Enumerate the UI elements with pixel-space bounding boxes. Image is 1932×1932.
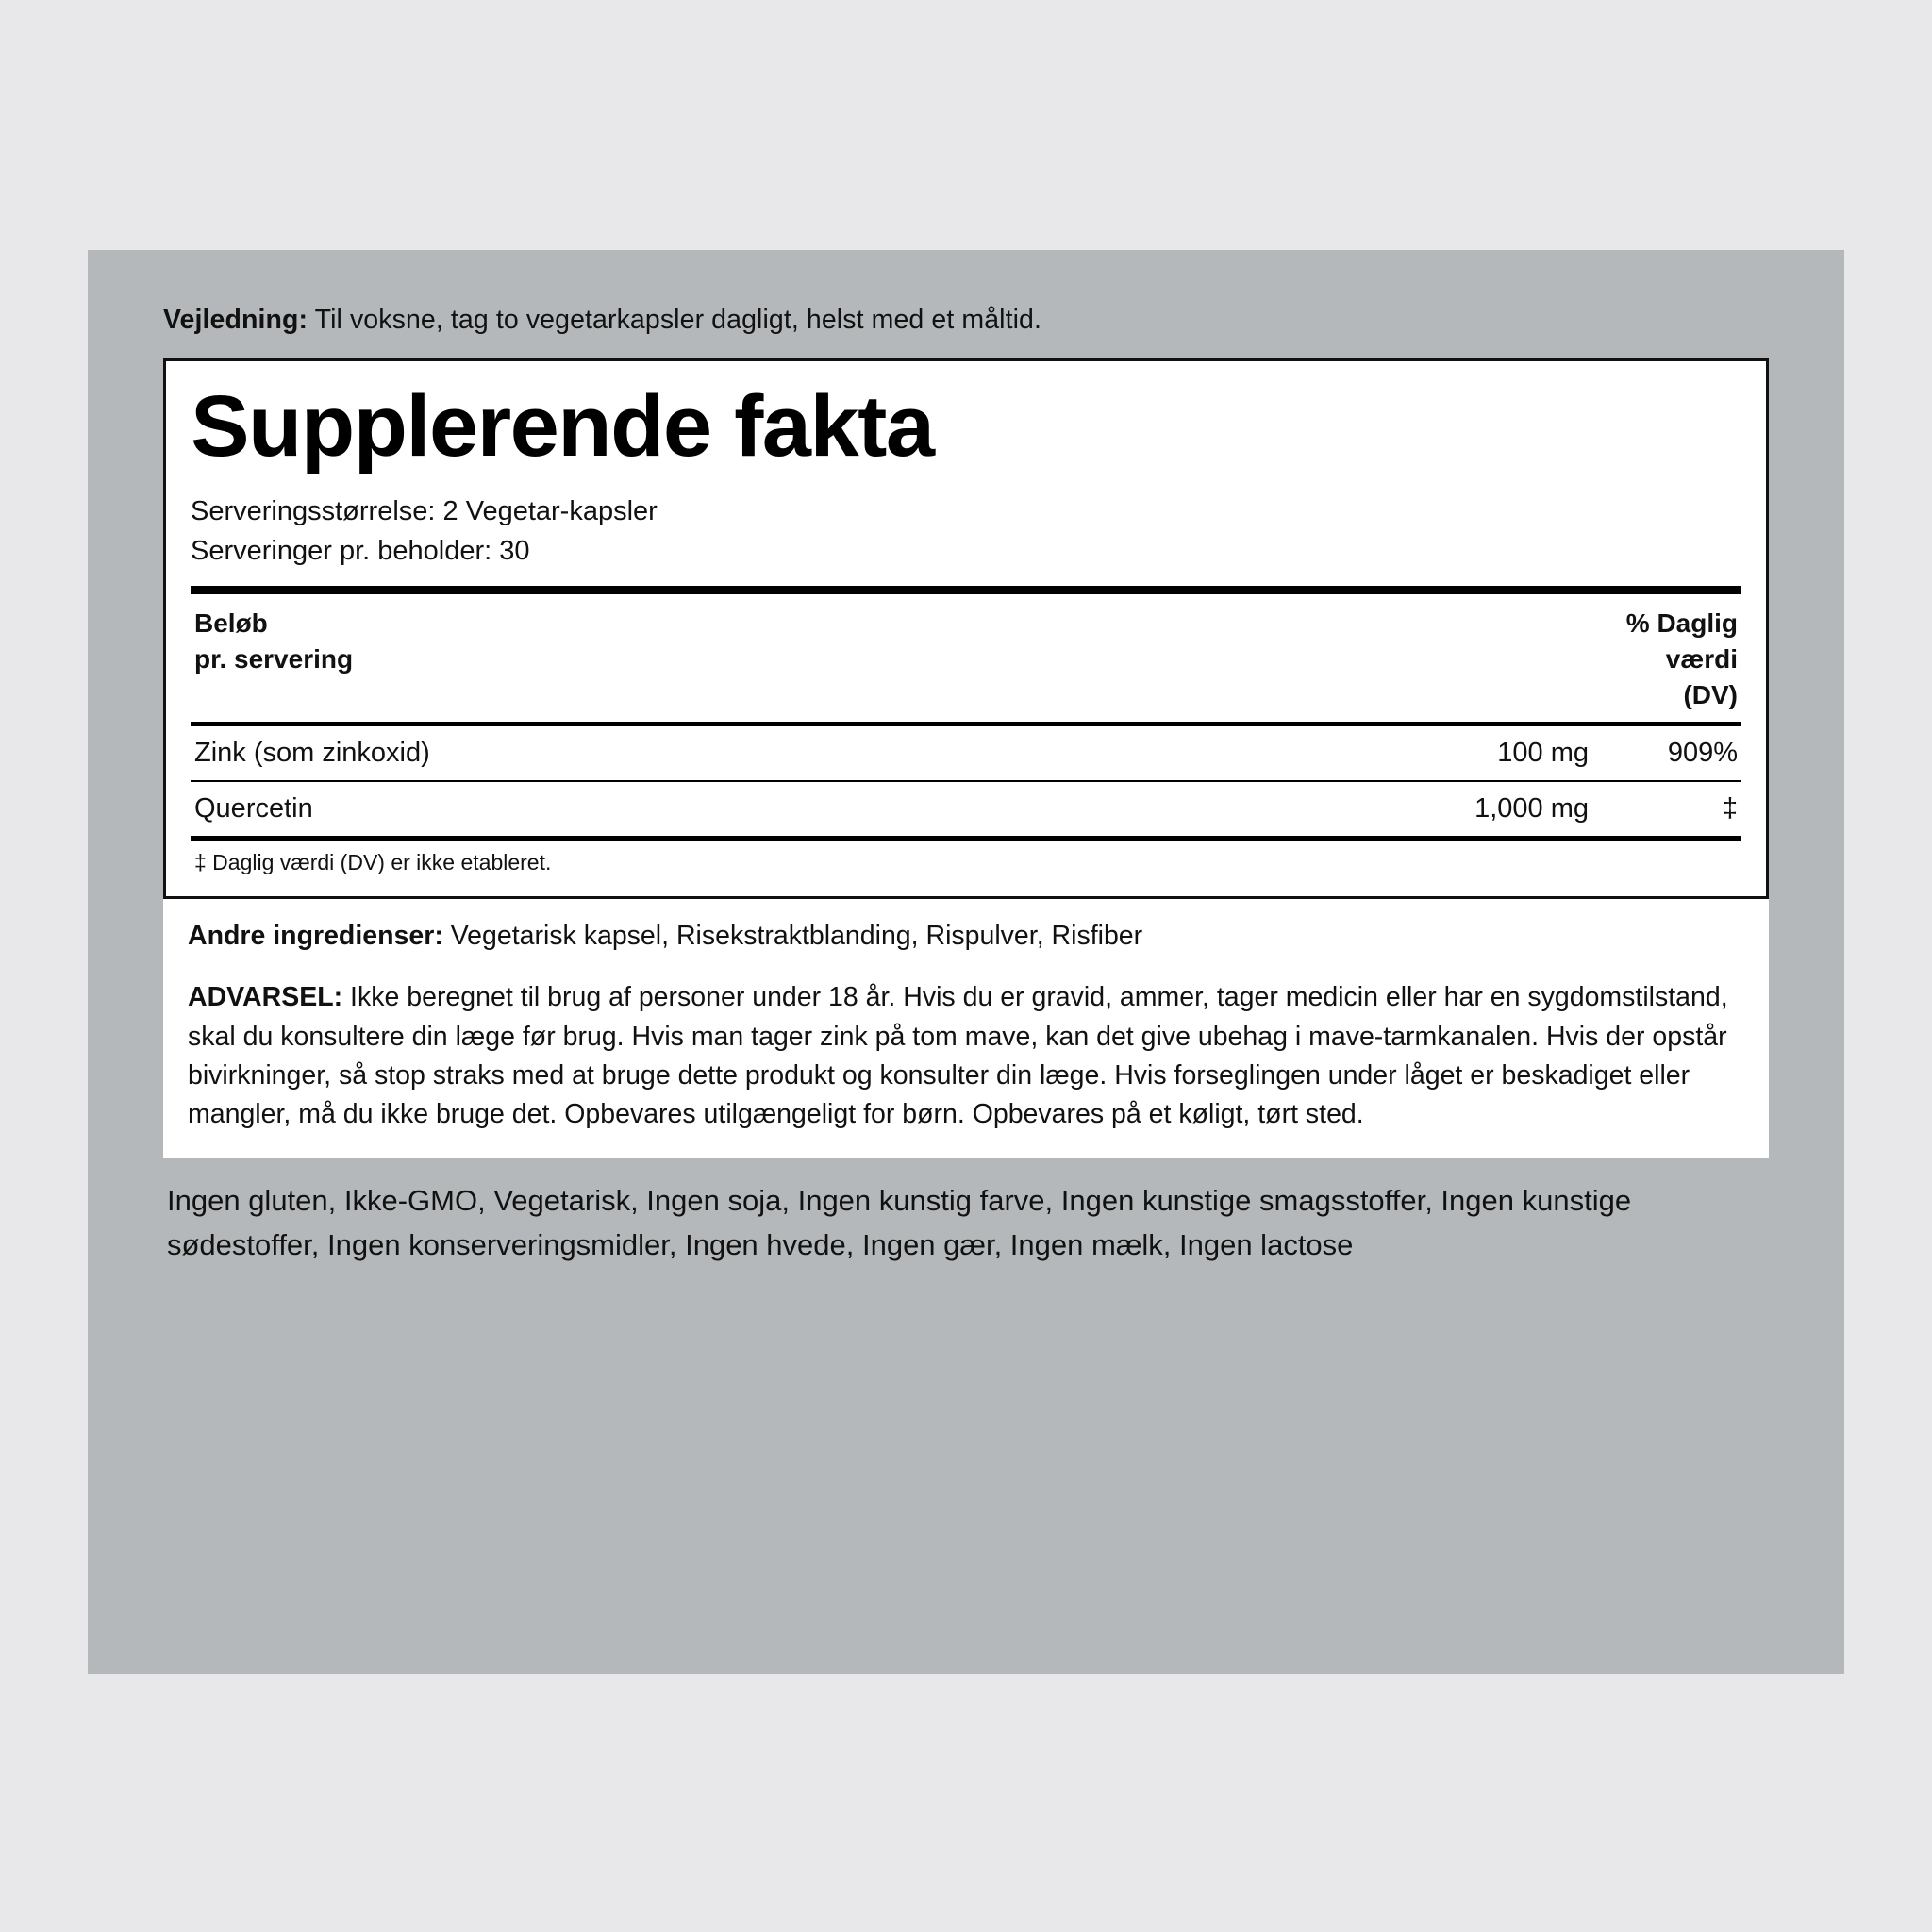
other-ingredients-text: Vegetarisk kapsel, Risekstraktblanding, Rispulver, Risfiber — [442, 921, 1143, 952]
serving-size: Serveringsstørrelse: 2 Vegetar-kapsler — [191, 495, 658, 526]
nutrient-name: Zink (som zinkoxid) — [191, 726, 1125, 781]
dv-header-line2: værdi — [1665, 643, 1738, 674]
warning-body: Ikke beregnet til brug af personer under 18 år. Hvis du er gravid, ammer, tager medicin eller har en sygdomstilstand, skal du konsultere din læge før brug. Hvis man tager zink på tom mave, kan det give ubehag i mave-tarmkanalen. Hvis der opstår bivirkninger, så stop straks med at bruge dette produkt og konsulter din læge. Hvis forseglingen under låget er beskadiget eller mangler, må du ikke bruge det. Opbevares utilgængeligt for børn. Opbevares på et køligt, tørt sted. — [188, 982, 1728, 1130]
dv-header-line3: (DV) — [1683, 679, 1738, 709]
table-row — [191, 781, 1741, 836]
table-row — [191, 726, 1741, 781]
warning-text-block — [188, 978, 1744, 1134]
nutrient-amount: 100 mg — [1125, 726, 1592, 781]
other-ingredients-label: Andre ingredienser: — [188, 921, 443, 952]
divider-thick-top — [191, 586, 1741, 594]
supplement-facts-title: Supplerende fakta — [191, 378, 934, 475]
amount-header-row — [191, 594, 1741, 722]
directions-text: Til voksne, tag to vegetarkapsler dagligt, helst med et måltid. — [308, 305, 1042, 335]
nutrient-dv: ‡ — [1722, 793, 1738, 824]
label-content — [163, 302, 1769, 1267]
nutrient-dv: 909% — [1592, 726, 1741, 781]
directions-line — [163, 302, 1769, 338]
daily-value-header — [1626, 606, 1738, 712]
amount-per-serving-header — [194, 606, 353, 677]
amount-header-line2: pr. servering — [194, 643, 354, 674]
nutrients-table — [191, 726, 1741, 836]
dv-footnote: ‡ Daglig værdi (DV) er ikke etableret. — [194, 850, 552, 875]
supplement-facts-box — [163, 358, 1769, 899]
directions-label: Vejledning: — [163, 305, 308, 335]
servings-per-container: Serveringer pr. beholder: 30 — [191, 535, 530, 566]
nutrient-name: Quercetin — [194, 793, 313, 824]
nutrient-amount: 1,000 mg — [1474, 793, 1589, 824]
amount-header-line1: Beløb — [194, 608, 268, 638]
notes-box — [163, 899, 1769, 1158]
other-ingredients — [188, 918, 1744, 956]
free-from-claims: Ingen gluten, Ikke-GMO, Vegetarisk, Ingen soja, Ingen kunstig farve, Ingen kunstige smagsstoffer, Ingen kunstige sødestoffer, Ingen konserveringsmidler, Ingen hvede, Ingen gær, Ingen mælk, Ingen lactose — [167, 1184, 1632, 1261]
dv-header-line1: % Daglig — [1625, 608, 1738, 638]
label-panel — [88, 250, 1844, 1674]
warning-label: ADVARSEL: — [188, 982, 343, 1013]
